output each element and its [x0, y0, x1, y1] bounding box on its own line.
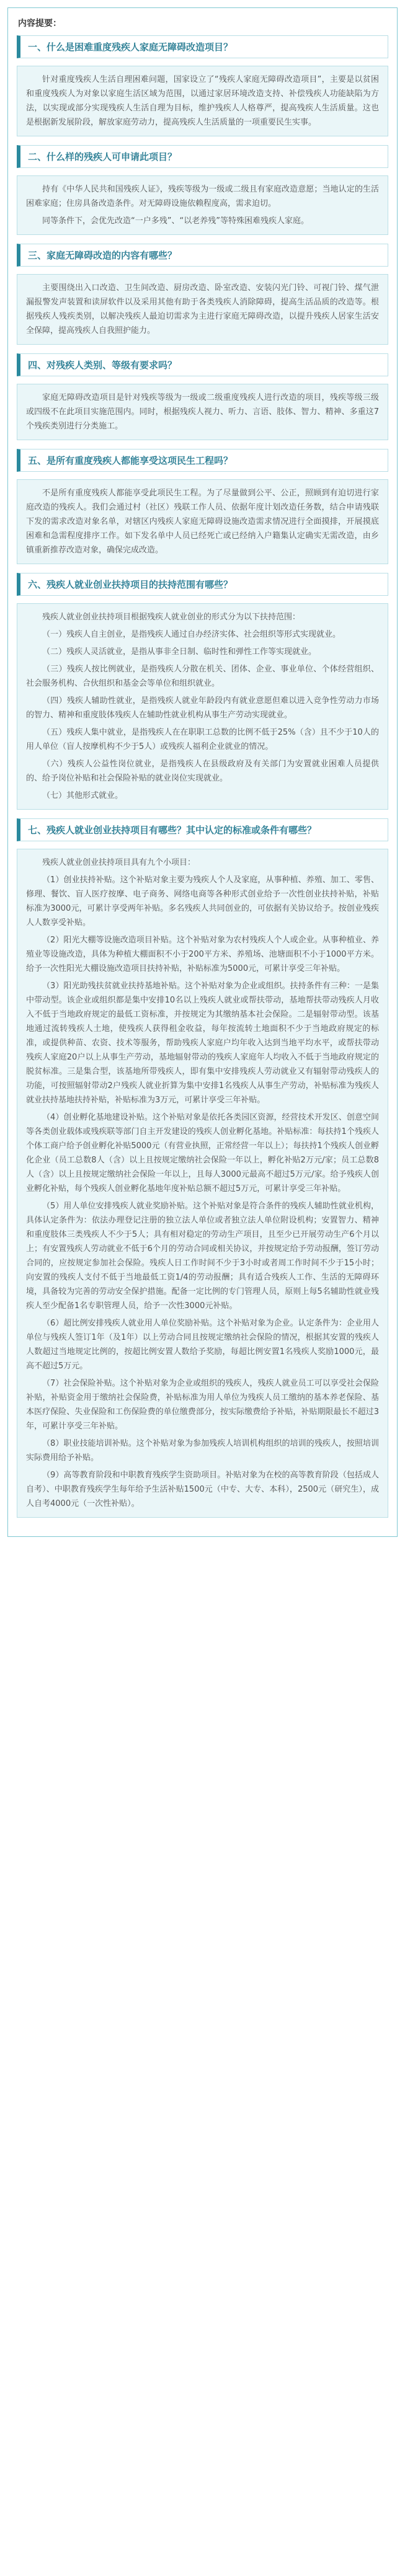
paragraph: （七）其他形式就业。 — [42, 791, 123, 800]
paragraph: 持有《中华人民共和国残疾人证》，残疾等级为一级或二级且有家庭改造意愿；当地认定的生活困难家庭；住房具备改造条件。对无障碍设施依赖程度高，需求迫切。 — [26, 185, 379, 208]
paragraph: 不是所有重度残疾人都能享受此项民生工程。为了尽量做到公平、公正，照顾到有迫切进行家庭改造的残疾人。我们会通过村（社区）残联工作人员、依据年度计划改造任务数，结合申请残联下发的需求改造对象名单，对辖区内残疾人家庭无障碍设施改造需求情况进行全面摸排，开展摸底困难和急需程度排序工作。如下发名单中人员已经死亡或已经纳入户籍集认定确实无需改造，由乡镇重新推荐改造对象，确保完成改造。 — [26, 489, 379, 555]
paragraph: （五）残疾人集中就业，是指残疾人在在职职工总数的比例不低于25%（含）且不少于10人的用人单位（盲人按摩机构不少于5人）或残疾人福利企业就业的情况。 — [26, 728, 379, 751]
section-heading-text: 七、残疾人就业创业扶持项目有哪些？其中认定的标准或条件有哪些？ — [28, 825, 317, 836]
sections-container — [17, 35, 388, 1518]
section-heading-text: 三、家庭无障碍改造的内容有哪些？ — [28, 250, 177, 261]
paragraph: （8）职业技能培训补贴。这个补贴对象为参加残疾人培训机构组织的培训的残疾人，按照培训实际费用给予补贴。 — [26, 1439, 379, 1463]
paragraph: （二）残疾人灵活就业，是指从事非全日制、临时性和弹性工作等实现就业。 — [42, 647, 317, 657]
paragraph: 残疾人就业创业扶持项目根据残疾人就业创业的形式分为以下扶持范围： — [42, 613, 301, 622]
section-1 — [17, 35, 388, 136]
section-heading-text: 二、什么样的残疾人可申请此项目？ — [28, 151, 177, 162]
paragraph: （四）残疾人辅助性就业，是指残疾人就业年龄段内有就业意愿但难以进入竞争性劳动力市场的智力、精神和重度肢体残疾人在辅助性就业机构从事生产劳动实现就业。 — [26, 696, 379, 720]
intro-label: 内容提要： — [18, 19, 61, 29]
paragraph: 针对重度残疾人生活自理困难问题，国家设立了“残疾人家庭无障碍改造项目”，主要是以贫困和重度残疾人为对象以家庭生活区域为范围，以通过家居环境改造支持、补偿残疾人功能缺陷为方法，以实现或部分实现残疾人生活自理为目标，维护残疾人人格尊严，提高残疾人生活质量。这也是根据新发展阶段，解放家庭劳动力，提高残疾人生活质量的一项重要民生实事。 — [26, 75, 379, 127]
section-body — [17, 175, 388, 235]
section-body — [17, 274, 388, 345]
section-heading-text: 六、残疾人就业创业扶持项目的扶持范围有哪些？ — [28, 579, 233, 590]
section-heading-text: 五、是所有重度残疾人都能享受这项民生工程吗？ — [28, 455, 233, 466]
paragraph: 残疾人就业创业扶持项目具有九个小项目： — [42, 858, 196, 867]
section-heading — [17, 573, 388, 596]
section-heading — [17, 35, 388, 58]
section-heading — [17, 818, 388, 841]
paragraph: （1）创业扶持补贴。这个补贴对象主要为残疾人个人及家庭，从事种植、养殖、加工、零售、修理、餐饮、盲人医疗按摩、电子商务、网络电商等各种形式创业给予一次性创业扶持补贴，补贴标准为3000元，可累计享受两年补贴。多名残疾人共同创业的，可依据有关协议给予。按创业残疾人人数享受补贴。 — [26, 875, 379, 927]
paragraph: （六）残疾人公益性岗位就业，是指残疾人在县级政府及有关部门为安置就业困难人员提供的、给予岗位补贴和社会保险补贴的就业岗位实现就业。 — [26, 759, 379, 783]
section-5 — [17, 449, 388, 564]
section-2 — [17, 145, 388, 235]
section-body — [17, 603, 388, 810]
article-frame — [7, 7, 398, 1537]
paragraph: （2）阳光大棚等设施改造项目补贴。这个补贴对象为农村残疾人个人或企业。从事种植业、养殖业等设施改造，具体为种植大棚面积不小于200平方米、养殖场、池塘面积不小于1000平方米。给予一次性阳光大棚设施改造项目扶持补贴，补贴标准为5000元，可累计享受三年补贴。 — [26, 936, 379, 973]
section-heading — [17, 244, 388, 267]
section-body — [17, 66, 388, 136]
paragraph: （6）超比例安排残疾人就业用人单位奖励补贴。这个补贴对象为企业。认定条件为：企业用人单位与残疾人签订1年（及1年）以上劳动合同且按规定缴纳社会保险的情况，根据其安置的残疾人人数超过当地规定比例的，按超比例安置人数给予奖励，每超比例安置1名残疾人奖励1000元，最高不超过5万元。 — [26, 1319, 379, 1371]
section-heading — [17, 449, 388, 472]
paragraph: （7）社会保险补贴。这个补贴对象为企业或组织的残疾人，残疾人就业员工可以享受社会保险补贴，补贴资金用于缴纳社会保险费，补贴标准为用人单位为残疾人员工缴纳的基本养老保险、基本医疗保险、失业保险和工伤保险费的单位缴费部分，按实际缴费给予补贴，补贴期限最长不超过3年，可累计享受三年补贴。 — [26, 1379, 379, 1431]
section-3 — [17, 244, 388, 345]
section-7 — [17, 818, 388, 1518]
section-6 — [17, 573, 388, 810]
paragraph: 同等条件下，会优先改造“一户多残”、“以老养残”等特殊困难残疾人家庭。 — [42, 216, 309, 226]
paragraph: 家庭无障碍改造项目是针对残疾等级为一级或二级重度残疾人进行改造的项目，残疾等级三级或四级不在此项目实施范围内。同时，根据残疾人视力、听力、言语、肢体、智力、精神、多重这7个残疾类别进行分类施工。 — [26, 393, 379, 431]
section-heading-text: 四、对残疾人类别、等级有要求吗？ — [28, 360, 177, 371]
section-heading-text: 一、什么是困难重度残疾人家庭无障碍改造项目？ — [28, 42, 233, 53]
section-4 — [17, 353, 388, 440]
section-heading — [17, 353, 388, 376]
paragraph: （三）残疾人按比例就业，是指残疾人分散在机关、团体、企业、事业单位、个体经营组织、社会服务机构、合伙组织和基金会等单位和组织就业。 — [26, 665, 379, 688]
section-body — [17, 849, 388, 1518]
paragraph: （5）用人单位安排残疾人就业奖励补贴。这个补贴对象是符合条件的残疾人辅助性就业机构，具体认定条件为：依法办理登记注册的独立法人单位或者独立法人单位附设机构；安置智力、精神和重度肢体三类残疾人不少于5人；具有相对稳定的劳动生产项目，且至少已开展劳动生产6个月以上；有安置残疾人劳动就业不低于6个月的劳动合同或相关协议，并按规定给予劳动报酬，签订劳动合同的，应按规定参加社会保险。残疾人日工作时间不少于3小时或者周工作时间不少于15小时；向安置的残疾人支付不低于当地最低工资1/4的劳动报酬；具有适合残疾人工作、生活的无障碍环境，具备较为完善的劳动安全保护措施。配备一定比例的专门管理人员，原则上每5名辅助性就业残疾人至少配备1名专职管理人员，给予一次性3000元补贴。 — [26, 1202, 379, 1311]
paragraph: （9）高等教育阶段和中职教育残疾学生资助项目。补贴对象为在校的高等教育阶段（包括成人自考）、中职教育残疾学生每年给予生活补贴1500元（中专、大专、本科），2500元（研究生），成人自考4000元（一次性补贴）。 — [26, 1471, 379, 1508]
section-heading — [17, 145, 388, 168]
section-body — [17, 384, 388, 440]
paragraph: （一）残疾人自主创业，是指残疾人通过自办经济实体、社会组织等形式实现就业。 — [42, 630, 341, 639]
section-body — [17, 479, 388, 564]
paragraph: （3）阳光助残扶贫就业扶持基地补贴。这个补贴对象为企业或组织。扶持条件有三种：一是集中带动型。该企业或组织都是集中安排10名以上残疾人就业或帮扶带动，基地帮扶带动残疾人月收入不低于当地政府规定的最低工资标准，并按规定为其缴纳基本社会保险。二是辐射带动型。该基地通过流转残疾人土地，使残疾人获得租金收益，每年按流转土地面积不少于当地政府规定的标准，或提供种苗、农资、技术等服务，帮助残疾人家庭户均年收入达到当地平均水平，或帮扶带动残疾人家庭20户以上从事生产劳动，基地辐射带动的残疾人家庭年人均收入不低于当地政府规定的脱贫标准。三是集合型，该基地所带残疾人，即有集中安排残疾人劳动就业又有辐射带动残疾人的功能，可按照辐射带动2户残疾人就业折算为集中安排1名残疾人从事生产劳动，补贴标准为残疾人就业扶持基地扶持补贴，补贴标准为3万元，可累计享受三年补贴。 — [26, 981, 379, 1105]
paragraph: 主要围绕出入口改造、卫生间改造、厨房改造、卧室改造、安装闪光门铃、可视门铃、煤气泄漏报警发声装置和读屏软件以及采用其他有助于各类残疾人消除障碍，提高生活品质的改造等。根据残疾人残疾类别，以解决残疾人最迫切需求为主进行家庭无障碍改造，以提升残疾人居家生活安全保障，提高残疾人自我照护能力。 — [26, 283, 379, 335]
paragraph: （4）创业孵化基地建设补贴。这个补贴对象是依托各类园区资源，经营技术开发区、创意空间等各类创业载体或残疾联等部门自主开发建设的残疾人创业孵化基地。补贴标准：每扶持1个残疾人个体工商户给予创业孵化补贴5000元（有营业执照，正常经营一年以上）；每扶持1个残疾人创业孵化企业（员工总数8人（含）以上且按规定缴纳社会保险一年以上，孵化补贴2万元/家；员工总数8人（含）以上且按规定缴纳社会保险一年以上，且每人3000元最高不超过5万元/家。给予残疾人创业孵化补贴，每个残疾人创业孵化基地年度补贴总额不超过5万元，可累计享受三年补贴。 — [26, 1113, 379, 1193]
